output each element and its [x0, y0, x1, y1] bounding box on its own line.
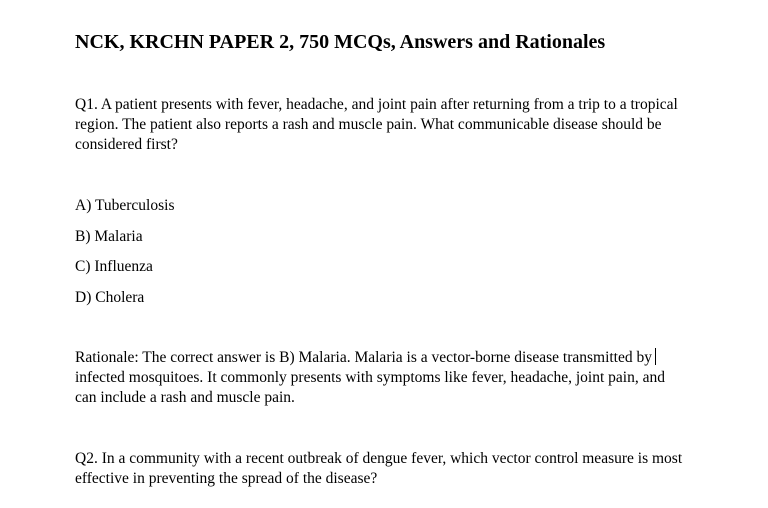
text-cursor	[655, 348, 656, 365]
rationale-text: Rationale: The correct answer is B) Malaria. Malaria is a vector-borne disease transmitted by infected mosquitoes. It commonly presents with symptoms like fever, headache, joint pain, and can include a rash and muscle pain.	[75, 349, 665, 406]
question-1-text: Q1. A patient presents with fever, headache, and joint pain after returning from a trip to a tropical region. The patient also reports a rash and muscle pain. What communicable disease should be considered first?	[75, 96, 678, 153]
option-d: D) Cholera	[75, 288, 145, 306]
option-a: A) Tuberculosis	[75, 197, 175, 214]
question-1-rationale[interactable]	[75, 348, 687, 408]
option-c: C) Influenza	[75, 258, 153, 275]
question-2-text: Q2. In a community with a recent outbreak of dengue fever, which vector control measure is most effective in preventing the spread of the disease?	[75, 450, 683, 487]
document-title: NCK, KRCHN PAPER 2, 750 MCQs, Answers and Rationales	[75, 31, 606, 53]
question-1-options	[75, 196, 174, 318]
option-b: B) Malaria	[75, 227, 143, 245]
